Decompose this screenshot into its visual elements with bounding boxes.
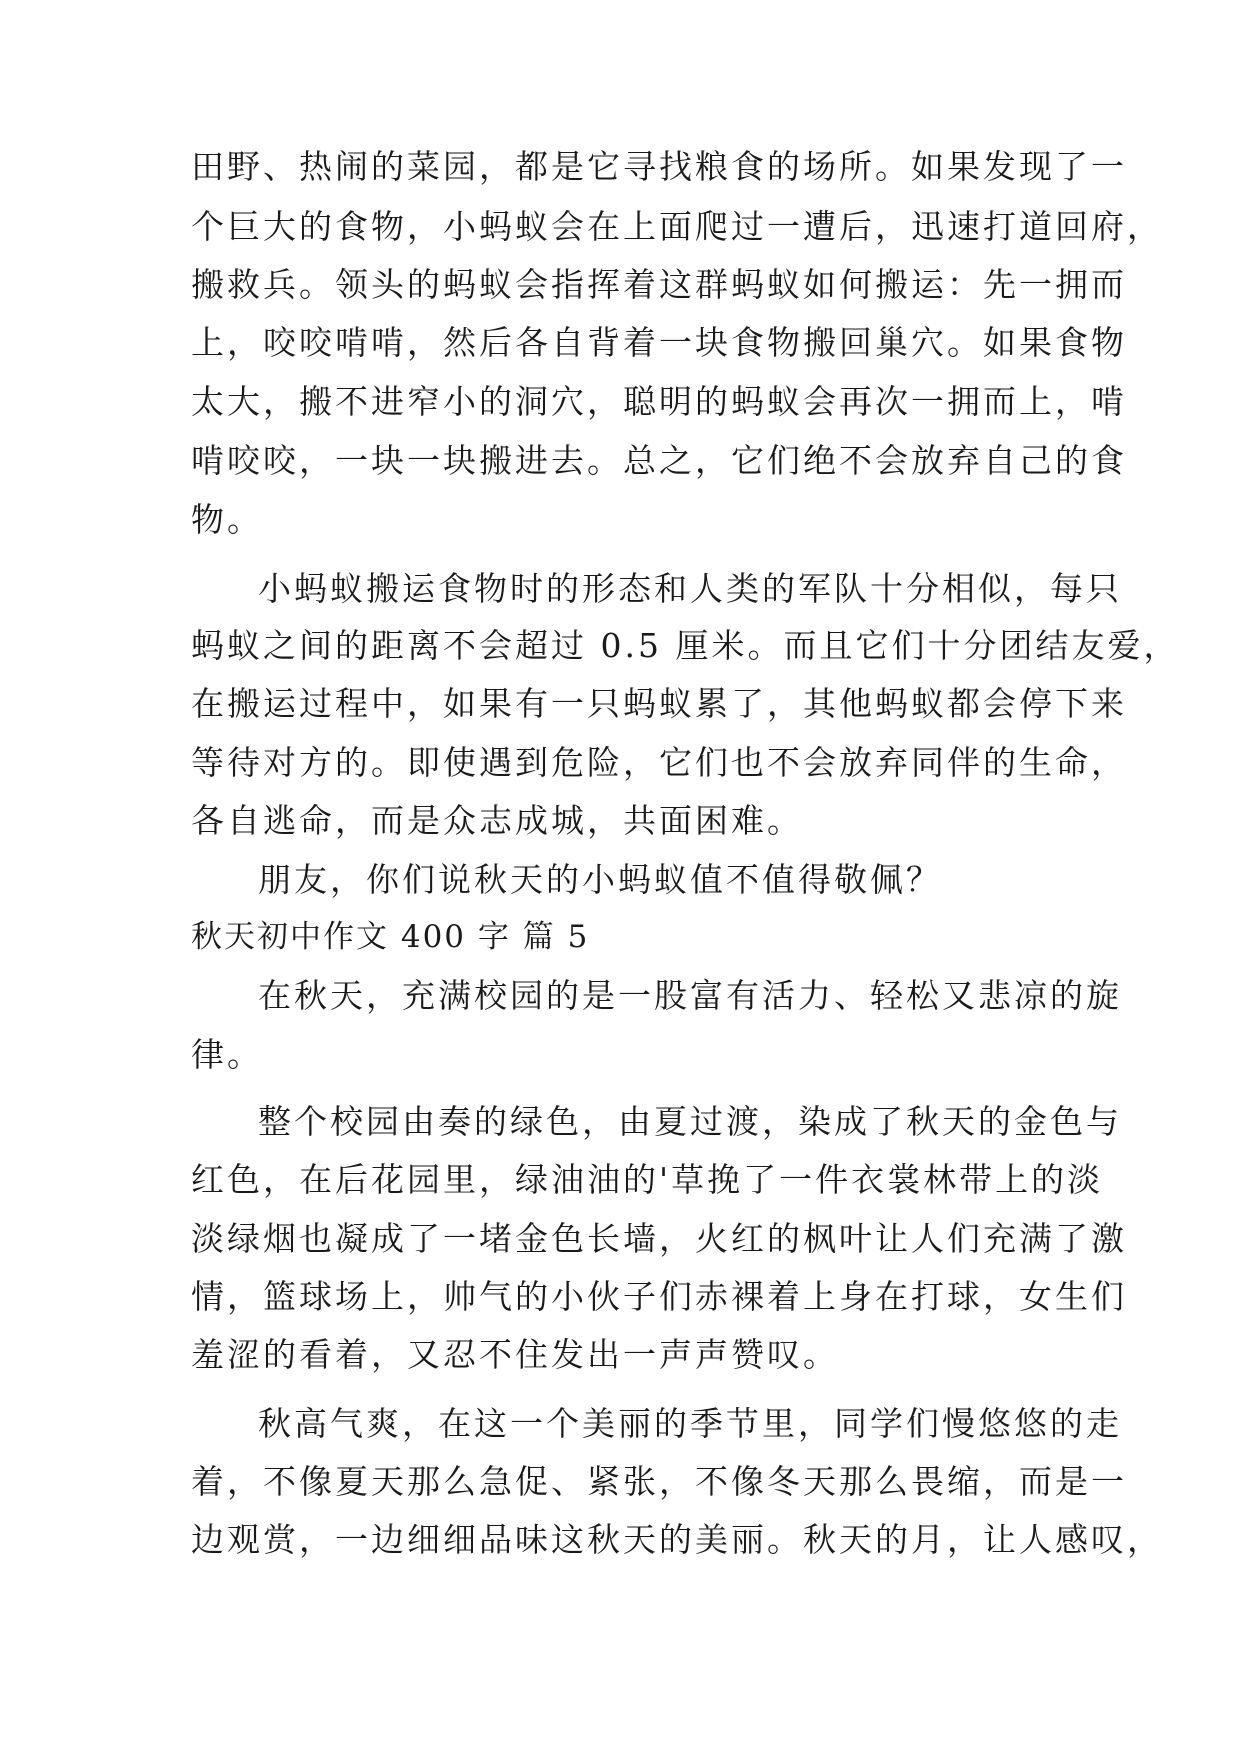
text-line: 羞涩的看着，又忍不住发出一声声赞叹。 bbox=[191, 1335, 839, 1374]
text-line: 田野、热闹的菜园，都是它寻找粮食的场所。如果发现了一 bbox=[191, 147, 1127, 186]
text-line: 红色，在后花园里，绿油油的'草挽了一件衣裳林带上的淡 bbox=[191, 1160, 1104, 1199]
text-line: 搬救兵。领头的蚂蚁会指挥着这群蚂蚁如何搬运：先一拥而 bbox=[191, 265, 1127, 304]
section-heading: 秋天初中作文 400 字 篇 5 bbox=[191, 919, 590, 955]
text-line: 各自逃命，而是众志成城，共面困难。 bbox=[191, 801, 803, 840]
text-line: 物。 bbox=[191, 500, 263, 539]
text-line: 上，咬咬啃啃，然后各自背着一块食物搬回巢穴。如果食物 bbox=[191, 323, 1127, 362]
paragraph-first-line: 秋高气爽，在这一个美丽的季节里，同学们慢悠悠的走 bbox=[258, 1404, 1122, 1443]
paragraph-first-line: 朋友，你们说秋天的小蚂蚁值不值得敬佩？ bbox=[258, 860, 942, 899]
text-line: 边观赏，一边细细品味这秋天的美丽。秋天的月，让人感叹， bbox=[191, 1520, 1163, 1559]
paragraph-first-line: 在秋天，充满校园的是一股富有活力、轻松又悲凉的旋 bbox=[258, 976, 1122, 1015]
text-line: 等待对方的。即使遇到危险，它们也不会放弃同伴的生命， bbox=[191, 743, 1127, 782]
text-line: 蚂蚁之间的距离不会超过 0.5 厘米。而且它们十分团结友爱， bbox=[191, 626, 1180, 665]
paragraph-first-line: 整个校园由奏的绿色，由夏过渡，染成了秋天的金色与 bbox=[258, 1102, 1122, 1141]
text-line: 淡绿烟也凝成了一堵金色长墙，火红的枫叶让人们充满了激 bbox=[191, 1219, 1127, 1258]
text-line: 着，不像夏天那么急促、紧张，不像冬天那么畏缩，而是一 bbox=[191, 1462, 1127, 1501]
paragraph-first-line: 小蚂蚁搬运食物时的形态和人类的军队十分相似，每只 bbox=[258, 569, 1122, 608]
text-line: 个巨大的食物，小蚂蚁会在上面爬过一遭后，迅速打道回府， bbox=[191, 207, 1163, 246]
text-line: 啃咬咬，一块一块搬进去。总之，它们绝不会放弃自己的食 bbox=[191, 441, 1127, 480]
text-line: 太大，搬不进窄小的洞穴，聪明的蚂蚁会再次一拥而上，啃 bbox=[191, 382, 1127, 421]
text-line: 律。 bbox=[191, 1035, 263, 1074]
text-line: 在搬运过程中，如果有一只蚂蚁累了，其他蚂蚁都会停下来 bbox=[191, 684, 1127, 723]
text-line: 情，篮球场上，帅气的小伙子们赤裸着上身在打球，女生们 bbox=[191, 1277, 1127, 1316]
